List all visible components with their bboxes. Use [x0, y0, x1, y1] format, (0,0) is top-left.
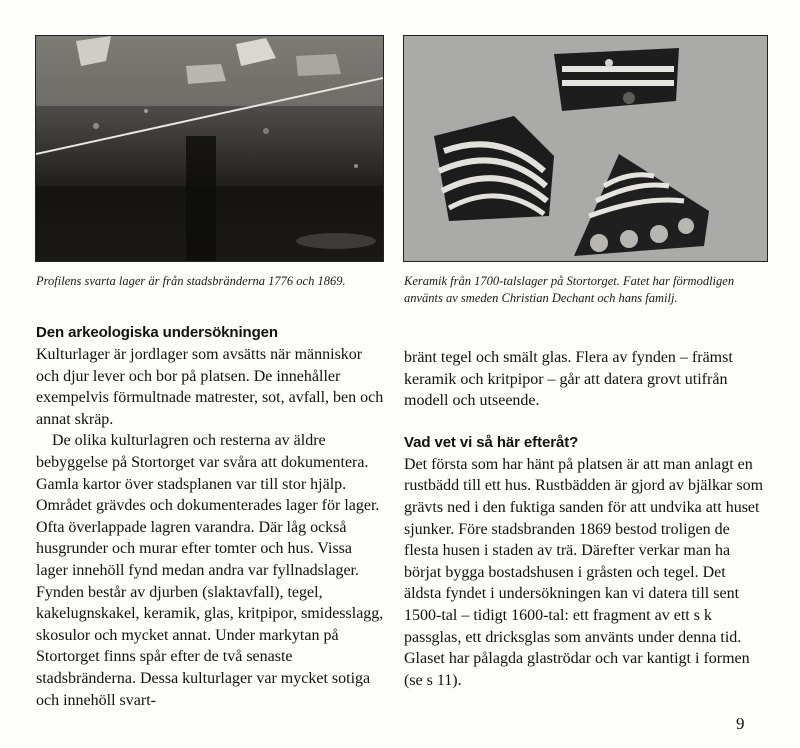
text-column-right: [404, 347, 766, 691]
ceramics-photo: [403, 35, 768, 262]
excavation-photo-image: [36, 36, 383, 261]
page-number: 9: [736, 714, 745, 733]
paragraph-documentation: De olika kulturlagren och resterna av äldre bebyggelse på Stortorget var svåra att dokumentera. Gamla kartor över stadsplanen var till stor hjälp. Området grävdes och dokumenterades lager för lager. Ofta överlappade lagren varandra. Där låg också husgrunder och murar efter tomter och hus. Vissa lager innehöll fynd medan andra var fyllnadslager. Fynden består av djurben (slaktavfall), tegel, kakelugnskakel, keramik, glas, kritpipor, smidesslagg, skosulor och mycket annat. Under markytan på Stortorget finns spår efter de två senaste stadsbränderna. Dessa kulturlager var mycket sotiga och innehöll svart-: [36, 432, 384, 709]
section-heading-investigation: Den arkeologiska undersökningen: [36, 324, 278, 341]
excavation-photo: [35, 35, 384, 262]
photo-caption-right: Keramik från 1700-talslager på Stortorget. Fatet har förmodligen använts av smeden Christian Dechant och hans familj.: [404, 274, 735, 305]
photo-caption-left: Profilens svarta lager är från stadsbränderna 1776 och 1869.: [36, 274, 346, 288]
paragraph-kulturlager: Kulturlager är jordlager som avsätts när människor och djur lever och bor på platsen. De innehåller exempelvis förmultnade matrester, sot, avfall, ben och annat skräp.: [36, 346, 384, 428]
section-heading-conclusions: Vad vet vi så här efteråt?: [404, 433, 579, 451]
paragraph-continuation: bränt tegel och smält glas. Flera av fynden – främst keramik och kritpipor – går att datera grovt utifrån modell och utseende.: [404, 349, 733, 410]
paragraph-findings: Det första som har hänt på platsen är att man anlagt en rustbädd till ett hus. Rustbädden är gjord av bjälkar som grävts ned i den fuktiga sanden för att undvika att huset sjunker. Före stadsbranden 1869 bestod troligen de flesta husen i staden av trä. Därefter verkar man ha börjat bygga bostadshusen i gråsten och tegel. Det äldsta fyndet i undersökningen kan vi datera till sent 1500-tal – tidigt 1600-tal: ett fragment av ett s k passglas, ett dricksglas som använts under denna tid. Glaset har pålagda glaströdar och var kantigt i formen (se s 11).: [404, 455, 764, 689]
ceramics-photo-image: [404, 36, 767, 261]
text-column-left: [36, 322, 384, 711]
